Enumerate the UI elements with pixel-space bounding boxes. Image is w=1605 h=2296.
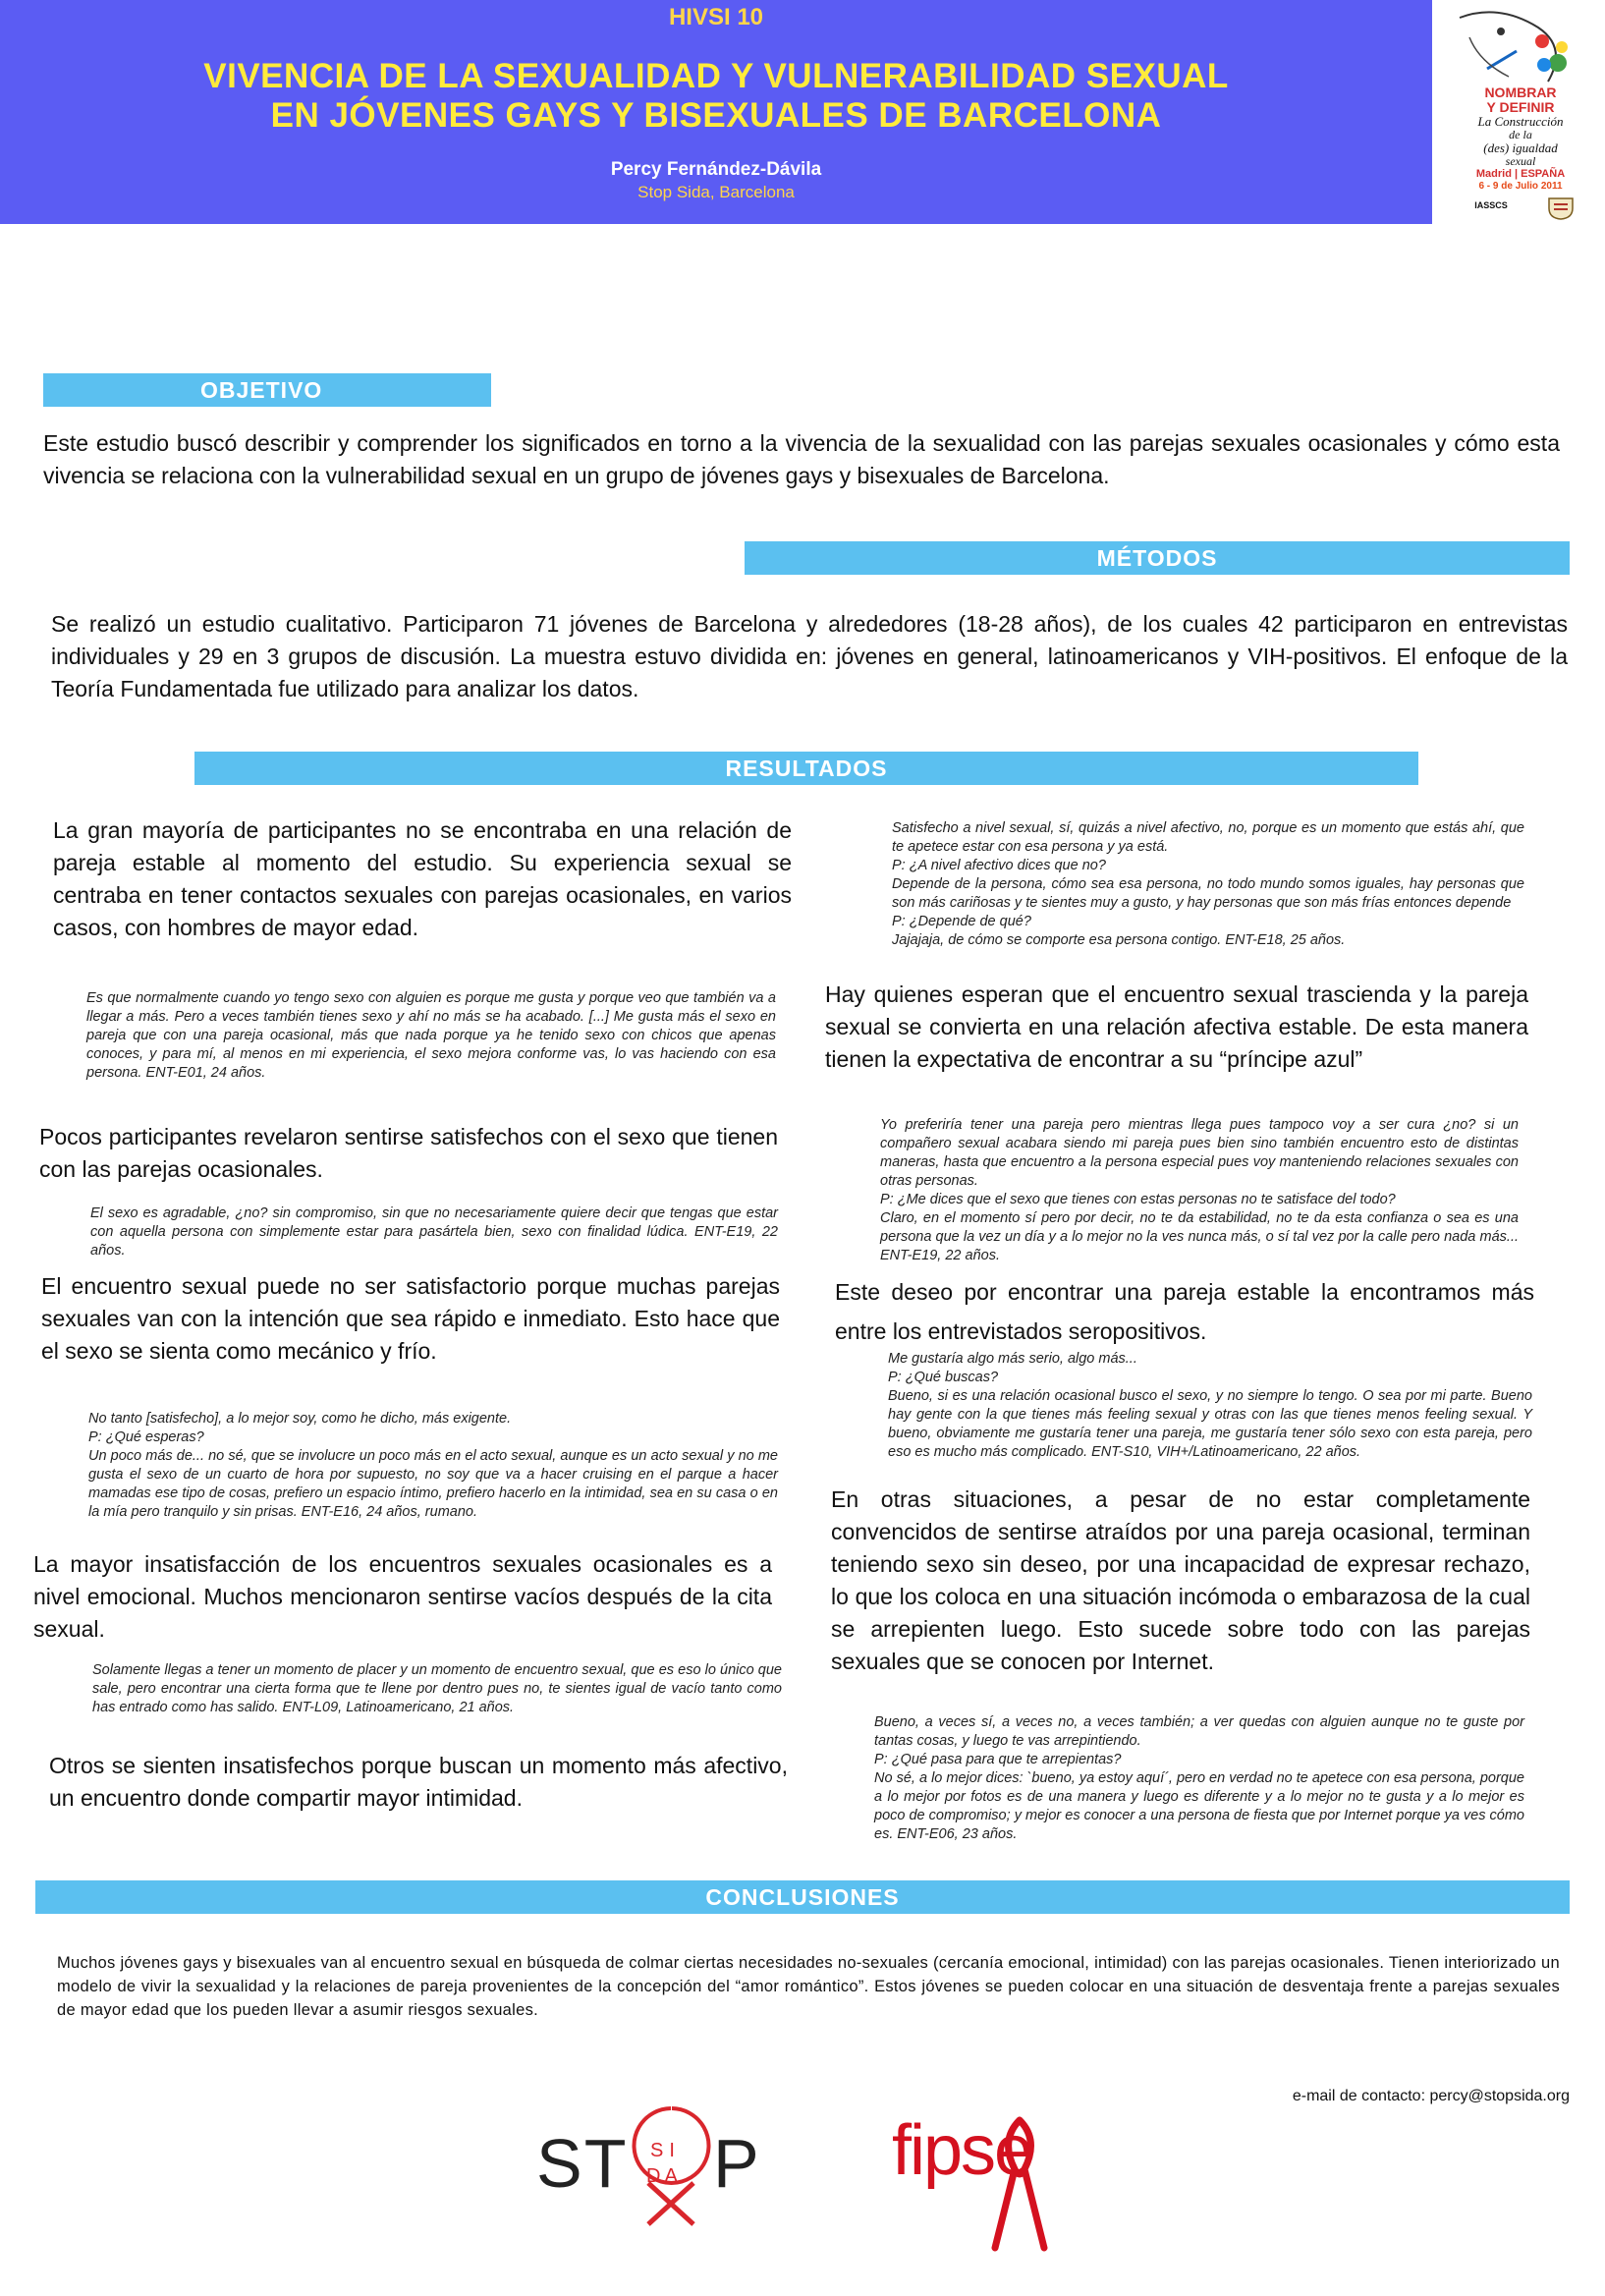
conference-logo-line-6: sexual xyxy=(1505,154,1536,168)
resultados-right-paragraph-1: Hay quienes esperan que el encuentro sexual trascienda y la pareja sexual se convierta en una relación afectiva estable. De esta manera tienen la expectativa de encontrar a su “príncipe azul” xyxy=(825,981,1528,1072)
section-heading-objetivo: OBJETIVO xyxy=(43,373,491,407)
poster-title-line-2: EN JÓVENES GAYS Y BISEXUALES DE BARCELONA xyxy=(270,96,1162,135)
section-heading-conclusiones: CONCLUSIONES xyxy=(35,1880,1570,1914)
objetivo-text: Este estudio buscó describir y comprender los significados en torno a la vivencia de la sexualidad con las parejas sexuales ocasionales y cómo esta vivencia se relaciona con la vulnerabilidad sexual en un grupo de jóvenes gays y bisexuales de Barcelona. xyxy=(43,430,1560,488)
stop-logo-si: SI xyxy=(650,2140,681,2161)
conference-logo-line-4: de la xyxy=(1509,128,1532,141)
resultados-left-quote-4: Solamente llegas a tener un momento de placer y un momento de encuentro sexual, que es eso lo único que sale, pero encontrar una cierta forma que te llene por dentro pues no, te sientes igual de vacío tanto como has entrado como has salido. ENT-L09, Latinoamericano, 21 años. xyxy=(92,1662,782,1715)
resultados-left-paragraph-3: El encuentro sexual puede no ser satisfactorio porque muchas parejas sexuales van con la intención que sea rápido e inmediato. Esto hace que el sexo se sienta como mecánico y frío. xyxy=(41,1273,780,1364)
conference-emblem-icon xyxy=(1440,8,1601,96)
resultados-left-paragraph-5: Otros se sienten insatisfechos porque buscan un momento más afectivo, un encuentro donde compartir mayor intimidad. xyxy=(49,1753,788,1811)
stop-sida-logo xyxy=(536,2102,759,2230)
resultados-left-quote-3: No tanto [satisfecho], a lo mejor soy, como he dicho, más exigente. P: ¿Qué esperas? Un poco más de... no sé, que se involucre un poco más en el acto sexual, aunque es un acto sexual y no me gusta el sexo de un cuarto de hora por supuesto, no soy que va a hacer cruising en el parque a hacer mamadas ese tipo de cosas, prefiero un espacio íntimo, prefiero hacerlo en la intimidad, sea en su casa o en la mía pero tranquilo y sin prisas. ENT-E16, 24 años, rumano. xyxy=(88,1411,778,1520)
resultados-right-paragraph-2: Este deseo por encontrar una pareja estable la encontramos más entre los entrevistados seropositivos. xyxy=(835,1279,1534,1344)
stop-logo-p: P xyxy=(713,2125,759,2202)
conference-logo-line-3: La Construcción xyxy=(1477,114,1564,129)
red-ribbon-icon xyxy=(990,2110,1049,2258)
conclusiones-text: Muchos jóvenes gays y bisexuales van al encuentro sexual en búsqueda de colmar ciertas necesidades no-sexuales (cercanía emocional, intimidad) con las parejas ocasionales. Tienen interiorizado un modelo de vivir la sexualidad y la relaciones de pareja provenientes de la concepción del “amor romántico”. Estos jóvenes se pueden colocar en una situación de desventaja frente a parejas sexuales de mayor edad que los pueden llevar a asumir riesgos sexuales. xyxy=(57,1954,1560,2019)
fipse-logo xyxy=(892,2110,1059,2258)
conference-org: IASSCS xyxy=(1474,200,1508,210)
section-heading-metodos: MÉTODOS xyxy=(745,541,1570,575)
resultados-right-quote-3: Me gustaría algo más serio, algo más... P: ¿Qué buscas? Bueno, si es una relación ocasional busco el sexo, y no siempre lo tengo. O sea por mi parte. Bueno hay gente con la que tienes más feeling sexual y otras con las que tienes menos feeling sexual. Y bueno, obviamente me gustaría tener una pareja, me gustaría tener sólo sexo con esta pareja, pero eso es mucho más complicado. ENT-S10, VIH+/Latinoamericano, 22 años. xyxy=(888,1351,1532,1460)
stop-logo-da: DA xyxy=(646,2165,682,2187)
conference-logo-line-5: (des) igualdad xyxy=(1483,140,1558,155)
resultados-left-quote-1: Es que normalmente cuando yo tengo sexo con alguien es porque me gusta y porque veo que también va a llegar a más. Pero a veces también tienes sexo y ahí no más se ha acabado. [...] Me gusta más el sexo en pareja que con una pareja ocasional, más que nada porque ya he tenido sexo con chicos que apenas conoces, y para mí, al menos en mi experiencia, el sexo mejora conforme vas, lo vas haciendo con esa persona. ENT-E01, 24 años. xyxy=(86,990,776,1081)
conference-dates: 6 - 9 de Julio 2011 xyxy=(1478,181,1563,192)
section-heading-resultados: RESULTADOS xyxy=(194,752,1418,785)
conference-logo-line-2: Y DEFINIR xyxy=(1486,99,1555,115)
stop-logo-st: ST xyxy=(536,2125,629,2202)
metodos-text: Se realizó un estudio cualitativo. Participaron 71 jóvenes de Barcelona y alrededores (18-28 años), de los cuales 42 participaron en entrevistas individuales y 29 en 3 grupos de discusión. La muestra estuvo dividida en: jóvenes en general, latinoamericanos y VIH-positivos. El enfoque de la Teoría Fundamentada fue utilizado para analizar los datos. xyxy=(51,611,1568,701)
university-seal-icon xyxy=(1546,196,1576,220)
conference-logo xyxy=(1440,8,1601,220)
resultados-left-paragraph-4: La mayor insatisfacción de los encuentros sexuales ocasionales es a nivel emocional. Muchos mencionaron sentirse vacíos después de la cita sexual. xyxy=(33,1551,772,1642)
fipse-logo-text: fipse xyxy=(892,2111,1032,2190)
resultados-left-paragraph-2: Pocos participantes revelaron sentirse satisfechos con el sexo que tienen con las parejas ocasionales. xyxy=(39,1124,778,1182)
resultados-right-quote-2: Yo preferiría tener una pareja pero mientras llega pues tampoco voy a ser cura ¿no? si un compañero sexual acabara siendo mi pareja pues bien sino también encuentro esto de distintas maneras, hasta que encuentro a la persona especial pues voy manteniendo relaciones sexuales con otras personas. P: ¿Me dices que el sexo que tienes con estas personas no te satisface del todo? Claro, en el momento sí pero por decir, no te da estabilidad, no te da esta confianza o sea es una persona que la vez un día y a lo mejor no la ves nunca más, o sí tal vez por la calle pero nada más... ENT-E19, 22 años. xyxy=(880,1117,1519,1263)
resultados-right-quote-1: Satisfecho a nivel sexual, sí, quizás a nivel afectivo, no, porque es un momento que estás ahí, que te apetece estar con esa persona y ya está. P: ¿A nivel afectivo dices que no? Depende de la persona, cómo sea esa persona, no todo mundo somos iguales, hay personas que son más cariñosas y te sientes muy a gusto, y hay personas que son más frías entonces depende P: ¿Depende de qué? Jajajaja, de cómo se comporte esa persona contigo. ENT-E18, 25 años. xyxy=(892,820,1524,948)
contact-email: e-mail de contacto: percy@stopsida.org xyxy=(1292,2088,1570,2104)
poster-title-line-1: VIVENCIA DE LA SEXUALIDAD Y VULNERABILIDAD SEXUAL xyxy=(203,57,1229,95)
resultados-right-paragraph-3: En otras situaciones, a pesar de no estar completamente convencidos de sentirse atraídos por una pareja ocasional, terminan teniendo sexo sin deseo, por una incapacidad de expresar rechazo, lo que los coloca en una situación incómoda o embarazosa de la cual se arrepienten luego. Esto sucede sobre todo con las parejas sexuales que se conocen por Internet. xyxy=(831,1486,1530,1674)
event-code: HIVSI 10 xyxy=(668,4,764,30)
author-name: Percy Fernández-Dávila xyxy=(610,159,822,180)
conference-logo-line-1: NOMBRAR xyxy=(1484,84,1557,100)
author-affiliation: Stop Sida, Barcelona xyxy=(637,183,795,201)
resultados-left-quote-2: El sexo es agradable, ¿no? sin compromiso, sin que no necesariamente quiere decir que tengas que estar con aquella persona con simplemente estar para pasártela bien, sexo con finalidad lúdica. ENT-E19, 22 años. xyxy=(90,1205,778,1259)
conference-place: Madrid | ESPAÑA xyxy=(1475,168,1566,180)
resultados-right-quote-4: Bueno, a veces sí, a veces no, a veces también; a ver quedas con alguien aunque no te guste por tantas cosas, y luego te vas arrepintiendo. P: ¿Qué pasa para que te arrepientas? No sé, a lo mejor dices: `bueno, ya estoy aquí´, pero en verdad no te apetece con esa persona, porque a lo mejor por fotos es de una manera y luego es diferente y a lo mejor no te gusta y a lo mejor es poco de compromiso; y mejor es conocer a una persona de fiesta que por Internet porque ya ves cómo es. ENT-E06, 23 años. xyxy=(874,1714,1524,1842)
resultados-left-paragraph-1: La gran mayoría de participantes no se encontraba en una relación de pareja estable al momento del estudio. Su experiencia sexual se centraba en tener contactos sexuales con parejas ocasionales, en varios casos, con hombres de mayor edad. xyxy=(53,817,792,940)
